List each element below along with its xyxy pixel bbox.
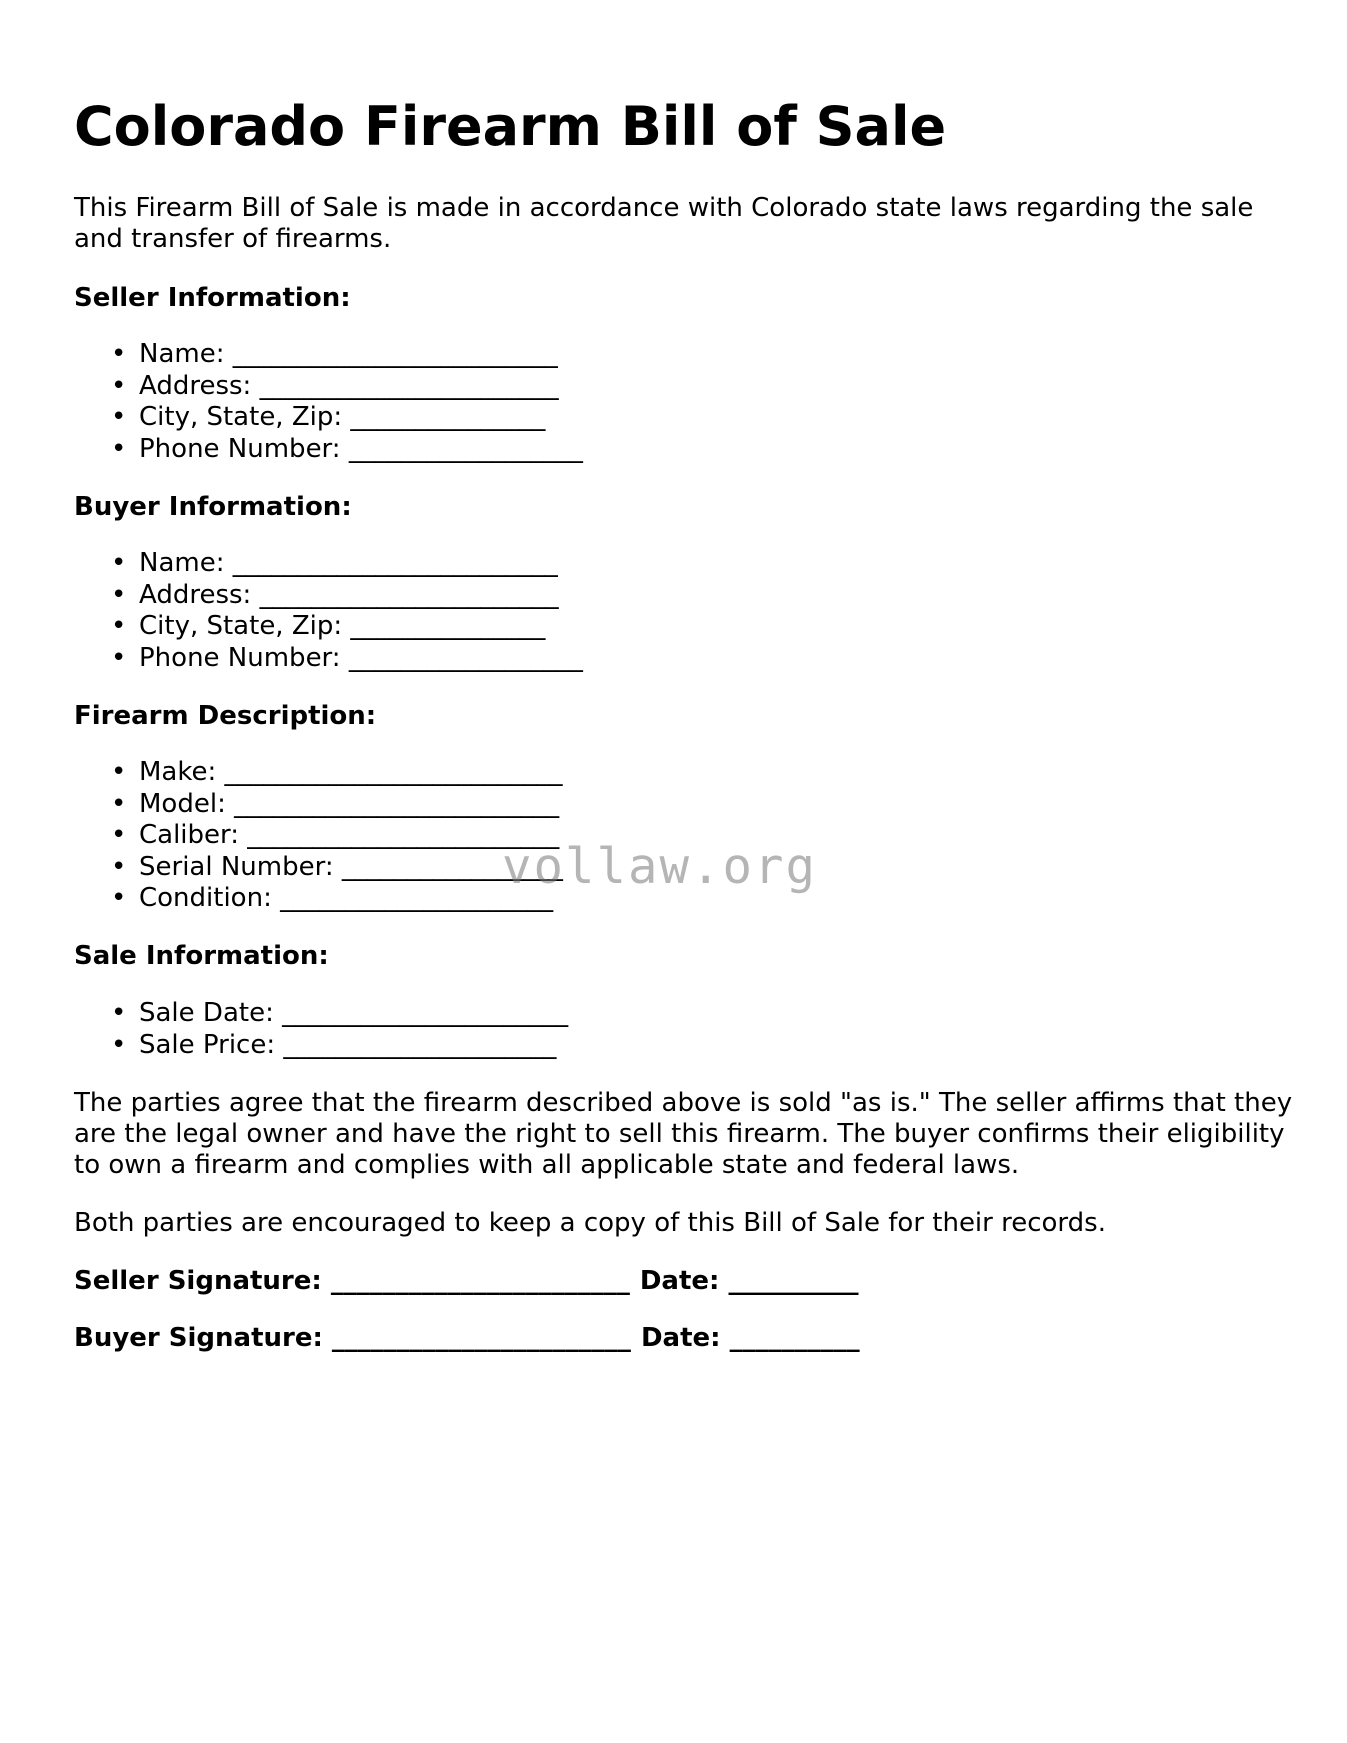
bullet-icon: •: [111, 851, 127, 882]
seller-signature-label: Seller Signature: _______________________: [74, 1266, 630, 1296]
seller-field-list: [74, 339, 583, 465]
bullet-icon: •: [111, 998, 127, 1028]
list-item: [74, 789, 563, 821]
list-item: [74, 611, 583, 643]
list-item: [74, 548, 583, 580]
bullet-icon: •: [111, 883, 127, 913]
buyer-phone-field: Phone Number: __________________: [139, 642, 583, 673]
buyer-address-field: Address: _______________________: [139, 579, 559, 610]
sale-date-field: Sale Date: ______________________: [139, 998, 569, 1028]
intro-paragraph: This Firearm Bill of Sale is made in accordance with Colorado state laws regarding the sale and transfer of firearms.: [74, 193, 1254, 254]
firearm-heading: Firearm Description:: [74, 701, 377, 731]
bullet-icon: •: [111, 402, 127, 432]
buyer-heading: Buyer Information:: [74, 492, 352, 522]
bullet-icon: •: [111, 370, 127, 401]
bullet-icon: •: [111, 339, 127, 369]
firearm-serial-field: Serial Number: _________________: [139, 851, 563, 882]
seller-address-field: Address: _______________________: [139, 370, 559, 401]
sale-price-field: Sale Price: _____________________: [139, 1029, 557, 1060]
firearm-condition-field: Condition: _____________________: [139, 883, 554, 913]
list-item: [74, 580, 583, 612]
buyer-field-list: [74, 548, 583, 674]
sale-heading: Sale Information:: [74, 941, 329, 971]
buyer-date-label: Date: __________: [640, 1323, 860, 1353]
bullet-icon: •: [111, 611, 127, 641]
seller-city-field: City, State, Zip: _______________: [139, 402, 546, 432]
bullet-icon: •: [111, 757, 127, 787]
list-item: [74, 852, 563, 884]
list-item: [74, 820, 563, 852]
seller-name-field: Name: _________________________: [139, 339, 558, 369]
list-item: [74, 998, 568, 1030]
list-item: [74, 1030, 568, 1062]
firearm-make-field: Make: __________________________: [139, 757, 563, 787]
firearm-caliber-field: Caliber: ________________________: [139, 820, 560, 850]
buyer-signature-label: Buyer Signature: _______________________: [74, 1323, 631, 1353]
bullet-icon: •: [111, 1029, 127, 1060]
bullet-icon: •: [111, 579, 127, 610]
bullet-icon: •: [111, 548, 127, 578]
page-title: Colorado Firearm Bill of Sale: [74, 95, 947, 158]
list-item: [74, 434, 583, 466]
firearm-field-list: [74, 757, 563, 915]
list-item: [74, 757, 563, 789]
seller-signature-line: [74, 1266, 858, 1297]
list-item: [74, 643, 583, 675]
buyer-city-field: City, State, Zip: _______________: [139, 611, 546, 641]
bullet-icon: •: [111, 642, 127, 673]
firearm-model-field: Model: _________________________: [139, 788, 560, 819]
buyer-signature-line: [74, 1323, 860, 1354]
buyer-name-field: Name: _________________________: [139, 548, 558, 578]
seller-phone-field: Phone Number: __________________: [139, 433, 583, 464]
watermark-text: vollaw.org: [502, 838, 818, 895]
bullet-icon: •: [111, 788, 127, 819]
list-item: [74, 339, 583, 371]
list-item: [74, 883, 563, 915]
list-item: [74, 371, 583, 403]
seller-date-label: Date: __________: [639, 1266, 859, 1296]
list-item: [74, 402, 583, 434]
records-note: Both parties are encouraged to keep a copy of this Bill of Sale for their records.: [74, 1208, 1106, 1238]
bullet-icon: •: [111, 820, 127, 850]
agreement-paragraph: The parties agree that the firearm described above is sold "as is." The seller affirms that they are the legal owner and have the right to sell this firearm. The buyer confirms their eligibility to own a firearm and complies with all applicable state and federal laws.: [74, 1088, 1293, 1180]
seller-heading: Seller Information:: [74, 283, 351, 313]
sale-field-list: [74, 998, 568, 1061]
bullet-icon: •: [111, 433, 127, 464]
